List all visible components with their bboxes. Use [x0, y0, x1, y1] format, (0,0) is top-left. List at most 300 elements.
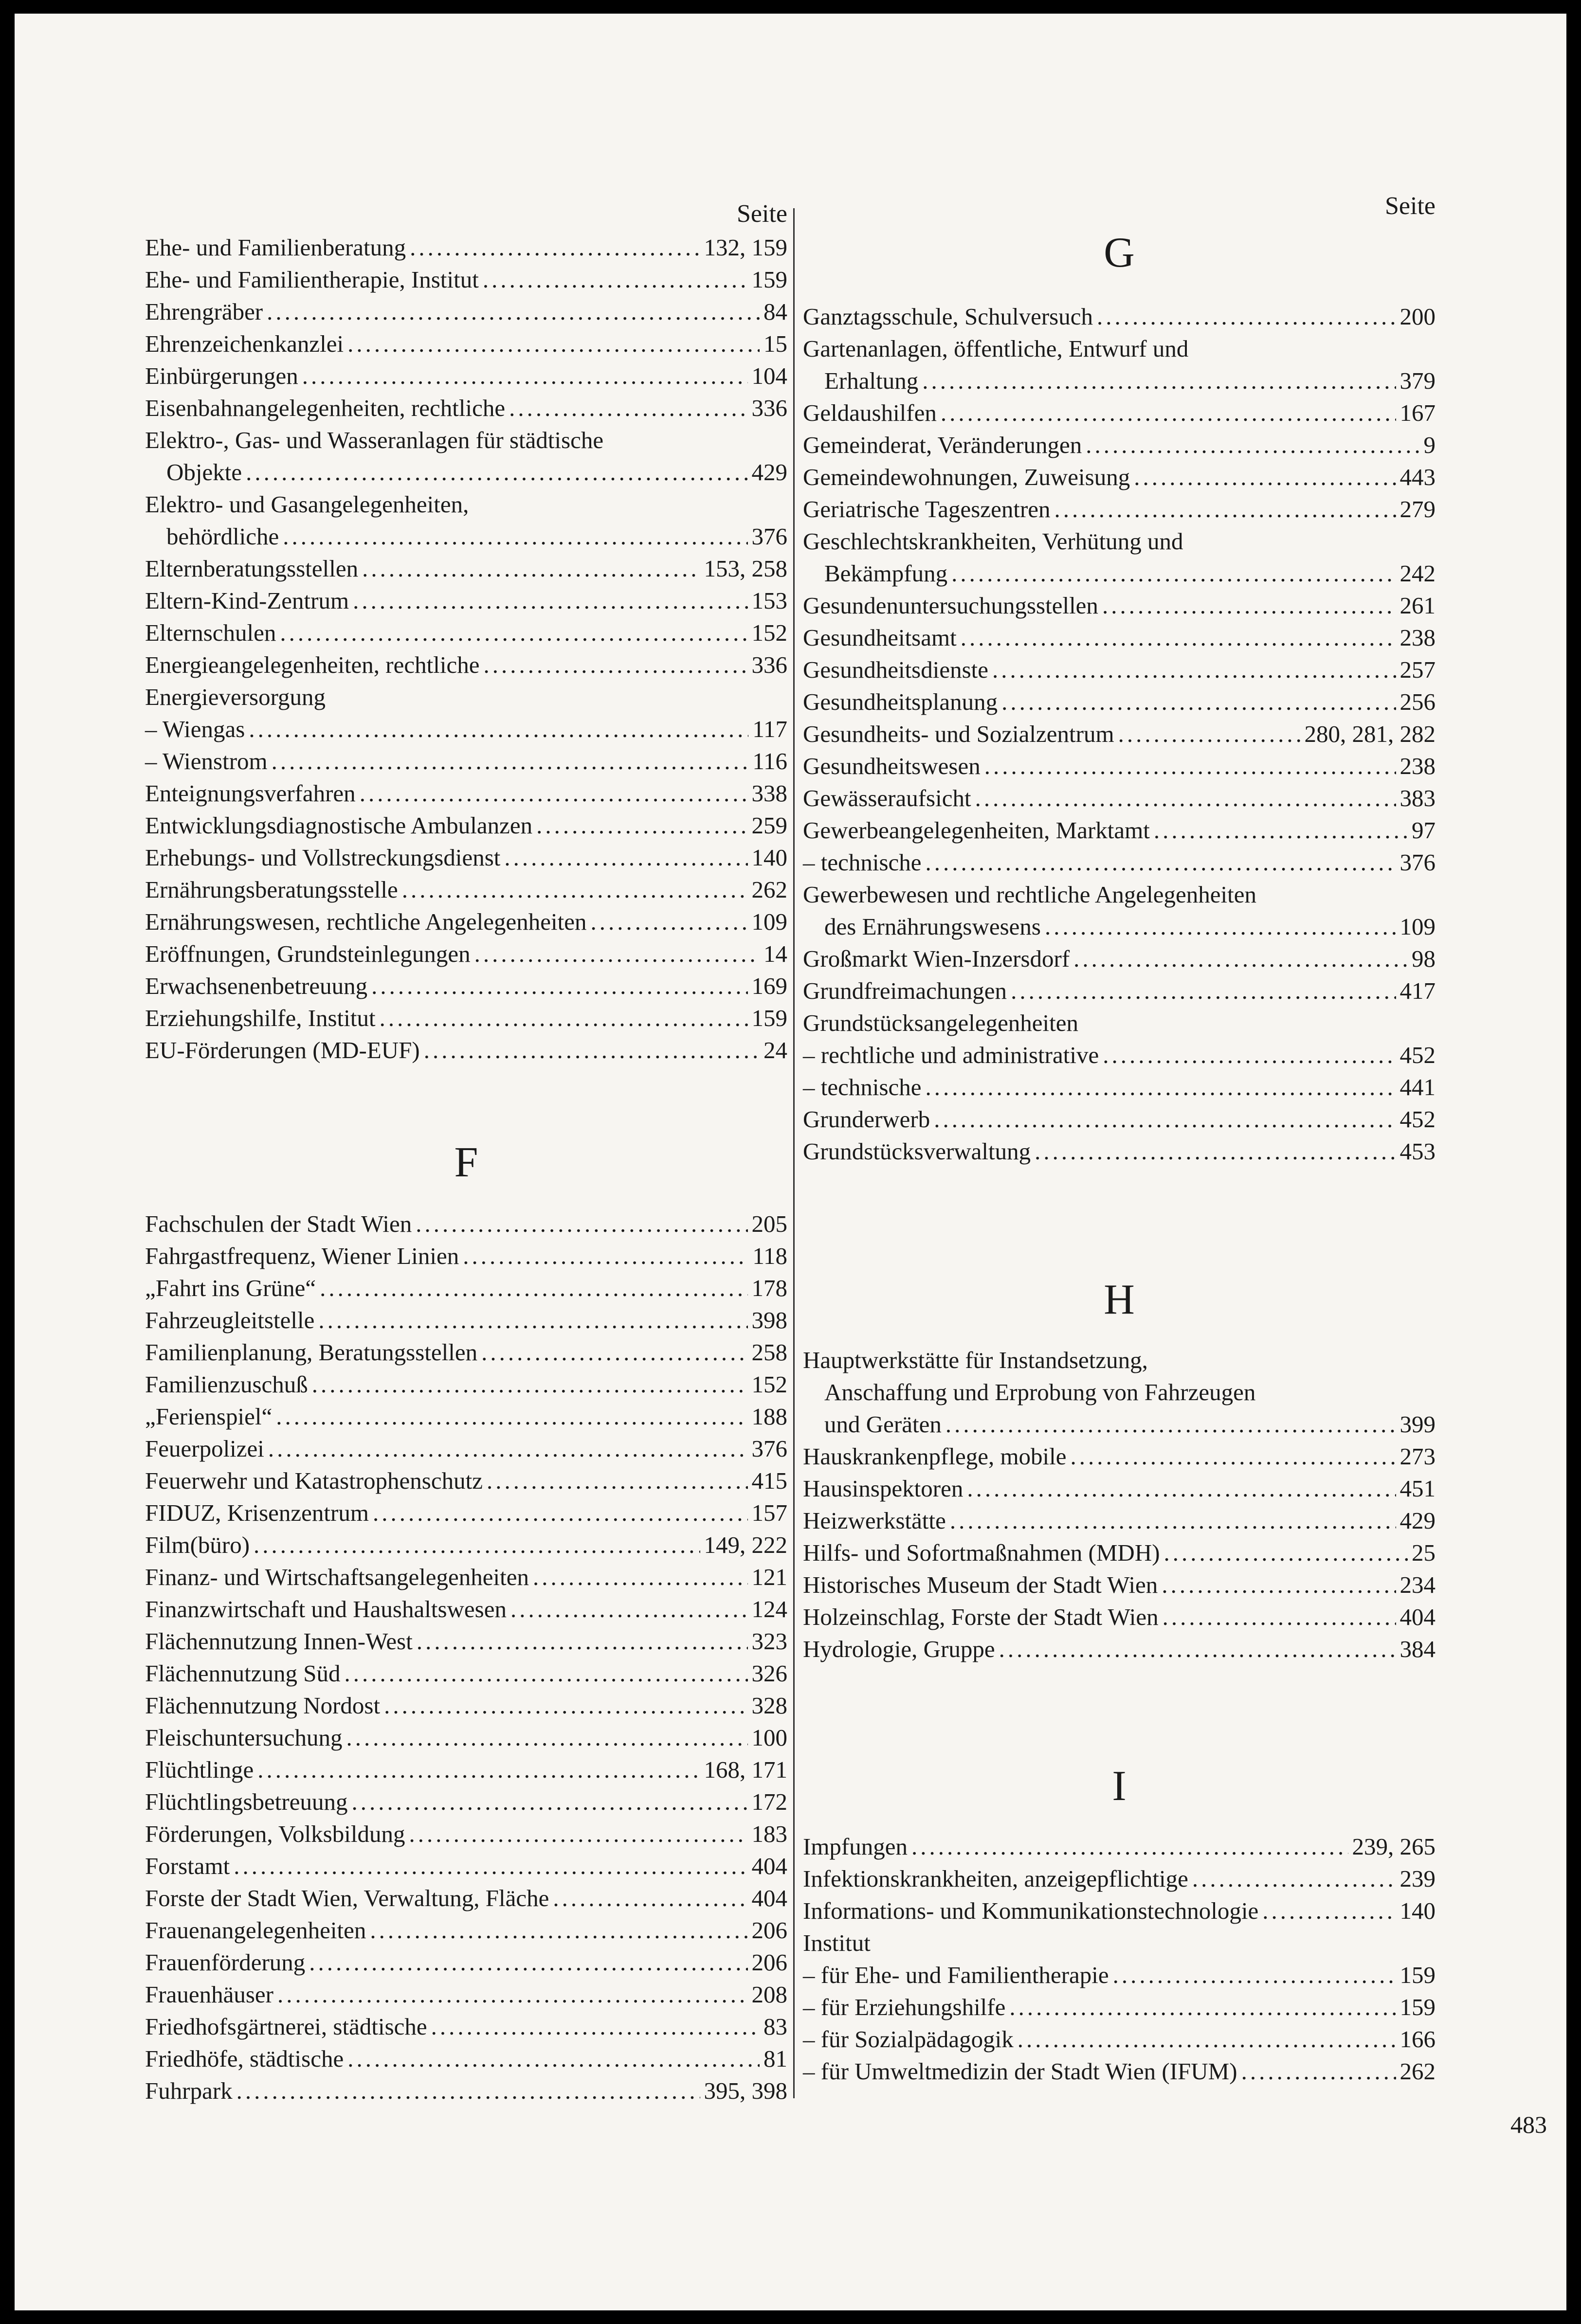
dot-leader [483, 649, 747, 681]
entry-term: Entwicklungsdiagnostische Ambulanzen [145, 812, 533, 839]
entry-page-ref: 395, 398 [704, 2077, 787, 2104]
dot-leader [424, 1034, 760, 1066]
entry-page-ref: 338 [751, 780, 787, 807]
entry-page-ref: 443 [1399, 464, 1436, 490]
page-number: 483 [1510, 2111, 1547, 2138]
entry-page-ref: 166 [1399, 2026, 1436, 2053]
dot-leader [926, 1071, 1396, 1103]
dot-leader [487, 1465, 748, 1497]
entry-page-ref: 14 [763, 940, 787, 967]
entry-page-ref: 384 [1399, 1636, 1436, 1662]
index-entry [803, 1505, 1436, 1537]
index-page [15, 14, 1566, 2310]
dot-leader [320, 1272, 747, 1304]
entry-term: Gewässeraufsicht [803, 785, 971, 811]
dot-leader [1018, 2023, 1396, 2055]
dot-leader [283, 521, 747, 553]
dot-leader [1009, 1991, 1396, 2023]
entry-page-ref: 206 [751, 1949, 787, 1976]
dot-leader [509, 392, 747, 424]
entry-term: – für Erziehungshilfe [803, 1994, 1006, 2020]
dot-leader [353, 585, 747, 617]
index-entry [803, 1959, 1436, 1991]
index-entry [145, 1529, 787, 1561]
dot-leader [1071, 1441, 1396, 1473]
entry-term: Forstamt [145, 1853, 230, 1879]
index-entry [803, 911, 1436, 943]
index-entry [145, 1657, 787, 1690]
entry-term: FIDUZ, Krisenzentrum [145, 1499, 369, 1526]
dot-leader [1035, 1135, 1396, 1168]
dot-leader [934, 1103, 1396, 1135]
entry-page-ref: 100 [751, 1724, 787, 1751]
dot-leader [483, 264, 748, 296]
entry-term: Infektionskrankheiten, anzeigepflichtige [803, 1865, 1188, 1892]
index-entry [803, 397, 1436, 429]
index-entry [145, 1002, 787, 1034]
index-entry [145, 1850, 787, 1882]
index-entry [803, 1991, 1436, 2023]
index-entry [803, 1569, 1436, 1601]
index-entry [803, 814, 1436, 847]
entry-term: Gesundheits- und Sozialzentrum [803, 721, 1114, 747]
index-entry [803, 1927, 1436, 1959]
entry-term: Flächennutzung Süd [145, 1660, 341, 1687]
index-entry [145, 328, 787, 360]
index-entry [803, 2055, 1436, 2088]
entry-page-ref: 152 [751, 619, 787, 646]
entry-term: – Wiengas [145, 716, 245, 742]
entry-page-ref: 172 [751, 1788, 787, 1815]
entry-page-ref: 404 [751, 1853, 787, 1879]
index-entry [145, 1465, 787, 1497]
entry-page-ref: 132, 159 [704, 234, 787, 261]
index-entry [145, 456, 787, 488]
entry-term: Fleischuntersuchung [145, 1724, 343, 1751]
index-entry [803, 333, 1436, 365]
dot-leader [1192, 1863, 1396, 1895]
index-entry [145, 232, 787, 264]
entry-term: Gewerbeangelegenheiten, Marktamt [803, 817, 1150, 844]
entry-term: Grundfreimachungen [803, 977, 1007, 1004]
index-entry [803, 1537, 1436, 1569]
index-entry [145, 1690, 787, 1722]
dot-leader [276, 1401, 747, 1433]
dot-leader [1134, 461, 1396, 493]
dot-leader [318, 1304, 747, 1336]
entry-page-ref: 83 [763, 2013, 787, 2040]
dot-leader [1154, 814, 1408, 847]
entry-term: Hydrologie, Gruppe [803, 1636, 995, 1662]
entry-term: Förderungen, Volksbildung [145, 1820, 405, 1847]
dot-leader [347, 2043, 760, 2075]
index-entry [145, 1497, 787, 1529]
index-entry [145, 392, 787, 424]
entry-term: Familienplanung, Beratungsstellen [145, 1339, 478, 1366]
dot-leader [246, 456, 747, 488]
index-entry [145, 264, 787, 296]
entry-term: Gemeindewohnungen, Zuweisung [803, 464, 1130, 490]
dot-leader [536, 810, 747, 842]
entry-page-ref: 200 [1399, 303, 1436, 330]
entry-term: Bekämpfung [824, 560, 948, 587]
index-entry [145, 360, 787, 392]
entry-page-ref: 453 [1399, 1138, 1436, 1165]
entry-term: Informations- und Kommunikationstechnologie [803, 1897, 1259, 1924]
entry-page-ref: 97 [1412, 817, 1436, 844]
entry-term: Ganztagsschule, Schulversuch [803, 303, 1093, 330]
dot-leader [984, 750, 1396, 782]
entry-page-ref: 124 [751, 1596, 787, 1622]
entries-g [803, 301, 1436, 1168]
entry-term: Frauenangelegenheiten [145, 1917, 366, 1944]
entry-term: Fachschulen der Stadt Wien [145, 1210, 412, 1237]
section-letter-f: F [454, 1139, 478, 1186]
entry-term: Ehrenzeichenkanzlei [145, 330, 344, 357]
entry-page-ref: 153, 258 [704, 555, 787, 582]
index-entry [145, 1625, 787, 1657]
index-entry [803, 1441, 1436, 1473]
dot-leader [1097, 301, 1396, 333]
section-letter-i: I [1112, 1763, 1127, 1810]
entry-term: Einbürgerungen [145, 362, 298, 389]
entry-term: Gewerbewesen und rechtliche Angelegenheiten [803, 881, 1256, 908]
index-entry [145, 1304, 787, 1336]
index-entry [145, 1754, 787, 1786]
entry-term: Hausinspektoren [803, 1475, 963, 1502]
dot-leader [360, 777, 748, 810]
index-entry [803, 429, 1436, 461]
dot-leader [941, 397, 1396, 429]
entry-page-ref: 259 [751, 812, 787, 839]
entry-page-ref: 206 [751, 1917, 787, 1944]
section-letter-g: G [1104, 229, 1135, 276]
entry-term: – für Sozialpädagogik [803, 2026, 1014, 2053]
entry-term: Elektro-, Gas- und Wasseranlagen für städtische [145, 427, 604, 453]
index-entry [145, 906, 787, 938]
index-entry [145, 585, 787, 617]
index-entry [145, 745, 787, 777]
entry-term: Grundstücksangelegenheiten [803, 1009, 1079, 1036]
entry-term: Energieangelegenheiten, rechtliche [145, 651, 480, 678]
entry-term: Feuerpolizei [145, 1435, 264, 1462]
entry-term: Hauptwerkstätte für Instandsetzung, [803, 1347, 1148, 1373]
entry-term: Ernährungsberatungsstelle [145, 876, 398, 903]
entry-term: Gartenanlagen, öffentliche, Entwurf und [803, 335, 1189, 362]
column-divider [793, 208, 795, 2098]
index-entry [145, 2011, 787, 2043]
dot-leader [236, 2075, 700, 2107]
index-entry [803, 558, 1436, 590]
entry-page-ref: 188 [751, 1403, 787, 1430]
entry-page-ref: 238 [1399, 624, 1436, 651]
index-entry [803, 2023, 1436, 2055]
entry-page-ref: 336 [751, 395, 787, 421]
index-entry [803, 654, 1436, 686]
entry-page-ref: 399 [1399, 1411, 1436, 1438]
entry-term: Friedhöfe, städtische [145, 2045, 344, 2072]
index-entry [803, 365, 1436, 397]
index-entry [145, 970, 787, 1002]
dot-leader [967, 1473, 1396, 1505]
dot-leader [384, 1690, 747, 1722]
right-column [803, 14, 1436, 2310]
entry-term: Impfungen [803, 1833, 908, 1860]
seite-header-left: Seite [737, 200, 787, 228]
entry-page-ref: 336 [751, 651, 787, 678]
entry-term: Geschlechtskrankheiten, Verhütung und [803, 528, 1183, 555]
entry-term: „Fahrt ins Grüne“ [145, 1275, 316, 1301]
entry-page-ref: 205 [751, 1210, 787, 1237]
entry-term: Elternschulen [145, 619, 276, 646]
dot-leader [257, 1754, 700, 1786]
index-entry [145, 810, 787, 842]
entry-page-ref: 258 [751, 1339, 787, 1366]
dot-leader [1162, 1569, 1396, 1601]
entry-page-ref: 242 [1399, 560, 1436, 587]
entry-page-ref: 168, 171 [704, 1756, 787, 1783]
index-entry [803, 1103, 1436, 1135]
dot-leader [951, 558, 1396, 590]
entry-term: Erhaltung [824, 367, 919, 394]
index-entry [145, 1593, 787, 1625]
entry-page-ref: 159 [1399, 1994, 1436, 2020]
entry-term: Friedhofsgärtnerei, städtische [145, 2013, 427, 2040]
index-entry [803, 943, 1436, 975]
entry-term: Grunderwerb [803, 1106, 930, 1133]
index-entry [803, 782, 1436, 814]
index-entry [803, 493, 1436, 525]
entry-term: Elektro- und Gasangelegenheiten, [145, 491, 469, 518]
entry-page-ref: 178 [751, 1275, 787, 1301]
index-entry [145, 2043, 787, 2075]
entry-page-ref: 25 [1412, 1539, 1436, 1566]
entry-page-ref: 404 [751, 1885, 787, 1911]
dot-leader [347, 328, 760, 360]
entry-page-ref: 257 [1399, 656, 1436, 683]
dot-leader [1241, 2055, 1396, 2088]
entry-term: Fuhrpark [145, 2077, 233, 2104]
dot-leader [1011, 975, 1396, 1007]
dot-leader [1113, 1959, 1396, 1991]
entry-term: Enteignungsverfahren [145, 780, 356, 807]
entry-page-ref: 379 [1399, 367, 1436, 394]
entry-term: – technische [803, 849, 922, 876]
dot-leader [1001, 686, 1396, 718]
entry-page-ref: 84 [763, 298, 787, 325]
entry-page-ref: 140 [751, 844, 787, 871]
dot-leader [975, 782, 1396, 814]
index-entry [145, 1272, 787, 1304]
dot-leader [409, 1818, 747, 1850]
entry-term: Historisches Museum der Stadt Wien [803, 1571, 1158, 1598]
entry-term: Holzeinschlag, Forste der Stadt Wien [803, 1603, 1159, 1630]
index-entry [145, 1240, 787, 1272]
entry-term: Geldaushilfen [803, 399, 937, 426]
entry-term: Elternberatungsstellen [145, 555, 359, 582]
index-entry [803, 1895, 1436, 1927]
index-entry [803, 1473, 1436, 1505]
entry-page-ref: 118 [752, 1243, 787, 1269]
index-entry [803, 750, 1436, 782]
index-entry [145, 1946, 787, 1979]
entry-page-ref: 239, 265 [1352, 1833, 1436, 1860]
entry-page-ref: 109 [1399, 913, 1436, 940]
dot-leader [1164, 1537, 1408, 1569]
index-entry [803, 1408, 1436, 1441]
dot-leader [344, 1657, 747, 1690]
entry-page-ref: 256 [1399, 688, 1436, 715]
entry-page-ref: 159 [751, 266, 787, 293]
entries-i [803, 1831, 1436, 2088]
entry-page-ref: 104 [751, 362, 787, 389]
index-entry [145, 521, 787, 553]
index-entry [803, 525, 1436, 558]
index-entry [145, 1401, 787, 1433]
entry-term: des Ernährungswesens [824, 913, 1041, 940]
index-entry [145, 2075, 787, 2107]
entry-term: Finanz- und Wirtschaftsangelegenheiten [145, 1564, 529, 1590]
dot-leader [373, 1497, 748, 1529]
entry-term: Großmarkt Wien-Inzersdorf [803, 945, 1070, 972]
dot-leader [272, 745, 749, 777]
dot-leader [911, 1831, 1348, 1863]
entry-page-ref: 152 [751, 1371, 787, 1398]
index-entry [803, 1071, 1436, 1103]
index-entry [145, 1369, 787, 1401]
entry-term: Grundstücksverwaltung [803, 1138, 1031, 1165]
index-entry [145, 1433, 787, 1465]
entry-term: Frauenhäuser [145, 1981, 273, 2008]
entry-term: – technische [803, 1074, 922, 1100]
entry-page-ref: 429 [1399, 1507, 1436, 1534]
dot-leader [481, 1336, 747, 1369]
entry-page-ref: 376 [751, 523, 787, 550]
entry-page-ref: 81 [763, 2045, 787, 2072]
entry-term: Gesundheitswesen [803, 753, 981, 779]
entry-term: Eisenbahnangelegenheiten, rechtliche [145, 395, 506, 421]
dot-leader [510, 1593, 748, 1625]
index-entry [145, 424, 787, 456]
index-entry [145, 874, 787, 906]
entry-term: Hilfs- und Sofortmaßnahmen (MDH) [803, 1539, 1160, 1566]
entry-page-ref: 452 [1399, 1106, 1436, 1133]
dot-leader [474, 938, 760, 970]
entry-term: Heizwerkstätte [803, 1507, 946, 1534]
entry-term: Erwachsenenbetreuung [145, 973, 368, 999]
entries-h [803, 1344, 1436, 1665]
index-entry [803, 718, 1436, 750]
entry-page-ref: 262 [1399, 2058, 1436, 2085]
index-entry [803, 301, 1436, 333]
index-entry [803, 1601, 1436, 1633]
entry-term: Ehrengräber [145, 298, 263, 325]
entry-page-ref: 404 [1399, 1603, 1436, 1630]
entry-term: Feuerwehr und Katastrophenschutz [145, 1467, 483, 1494]
entry-term: Fahrgastfrequenz, Wiener Linien [145, 1243, 459, 1269]
dot-leader [1073, 943, 1408, 975]
dot-leader [370, 1914, 747, 1946]
dot-leader [961, 622, 1396, 654]
dot-leader [1103, 1039, 1396, 1071]
entry-term: Flächennutzung Innen-West [145, 1628, 413, 1655]
entry-term: Fahrzeugleitstelle [145, 1307, 315, 1333]
index-entry [803, 975, 1436, 1007]
entry-term: Gesundheitsamt [803, 624, 957, 651]
index-entry [145, 1882, 787, 1914]
entry-page-ref: 98 [1412, 945, 1436, 972]
index-entry [145, 1208, 787, 1240]
left-column [145, 14, 787, 2310]
entry-page-ref: 383 [1399, 785, 1436, 811]
index-entry [145, 1722, 787, 1754]
index-entry [145, 713, 787, 745]
entry-term: – für Umweltmedizin der Stadt Wien (IFUM) [803, 2058, 1237, 2085]
entry-term: Familienzuschuß [145, 1371, 308, 1398]
entry-term: Gesundheitsdienste [803, 656, 989, 683]
entry-page-ref: 140 [1399, 1897, 1436, 1924]
dot-leader [416, 1208, 747, 1240]
entry-page-ref: 169 [751, 973, 787, 999]
dot-leader [280, 617, 747, 649]
entries-e [145, 232, 787, 1066]
dot-leader [362, 553, 700, 585]
index-entry [803, 1831, 1436, 1863]
entry-page-ref: 159 [1399, 1962, 1436, 1988]
seite-header-right: Seite [1385, 192, 1436, 220]
dot-leader [410, 232, 700, 264]
dot-leader [926, 847, 1396, 879]
entry-term: Eltern-Kind-Zentrum [145, 587, 349, 614]
dot-leader [950, 1505, 1396, 1537]
dot-leader [351, 1786, 747, 1818]
entry-page-ref: 429 [751, 459, 787, 486]
entry-page-ref: 183 [751, 1820, 787, 1847]
entry-page-ref: 452 [1399, 1042, 1436, 1068]
index-entry [145, 1034, 787, 1066]
index-entry [803, 1007, 1436, 1039]
dot-leader [591, 906, 748, 938]
index-entry [803, 1863, 1436, 1895]
entry-term: behördliche [166, 523, 279, 550]
entry-page-ref: 239 [1399, 1865, 1436, 1892]
entry-page-ref: 376 [1399, 849, 1436, 876]
entry-page-ref: 9 [1423, 432, 1436, 458]
entry-term: Objekte [166, 459, 242, 486]
dot-leader [1262, 1895, 1396, 1927]
entry-term: EU-Förderungen (MD-EUF) [145, 1037, 420, 1063]
index-entry [803, 590, 1436, 622]
entry-page-ref: 159 [751, 1005, 787, 1031]
entry-term: Flüchtlingsbetreuung [145, 1788, 348, 1815]
dot-leader [504, 842, 747, 874]
entry-page-ref: 279 [1399, 496, 1436, 522]
entry-term: – rechtliche und administrative [803, 1042, 1099, 1068]
index-entry [803, 686, 1436, 718]
dot-leader [992, 654, 1396, 686]
dot-leader [380, 1002, 748, 1034]
entry-term: Eröffnungen, Grundsteinlegungen [145, 940, 471, 967]
dot-leader [1102, 590, 1396, 622]
index-entry [145, 938, 787, 970]
entry-term: Ernährungswesen, rechtliche Angelegenheiten [145, 908, 587, 935]
entry-term: Gemeinderat, Veränderungen [803, 432, 1082, 458]
dot-leader [268, 1433, 748, 1465]
entry-term: Erhebungs- und Vollstreckungsdienst [145, 844, 501, 871]
dot-leader [533, 1561, 747, 1593]
index-entry [803, 461, 1436, 493]
entry-page-ref: 234 [1399, 1571, 1436, 1598]
